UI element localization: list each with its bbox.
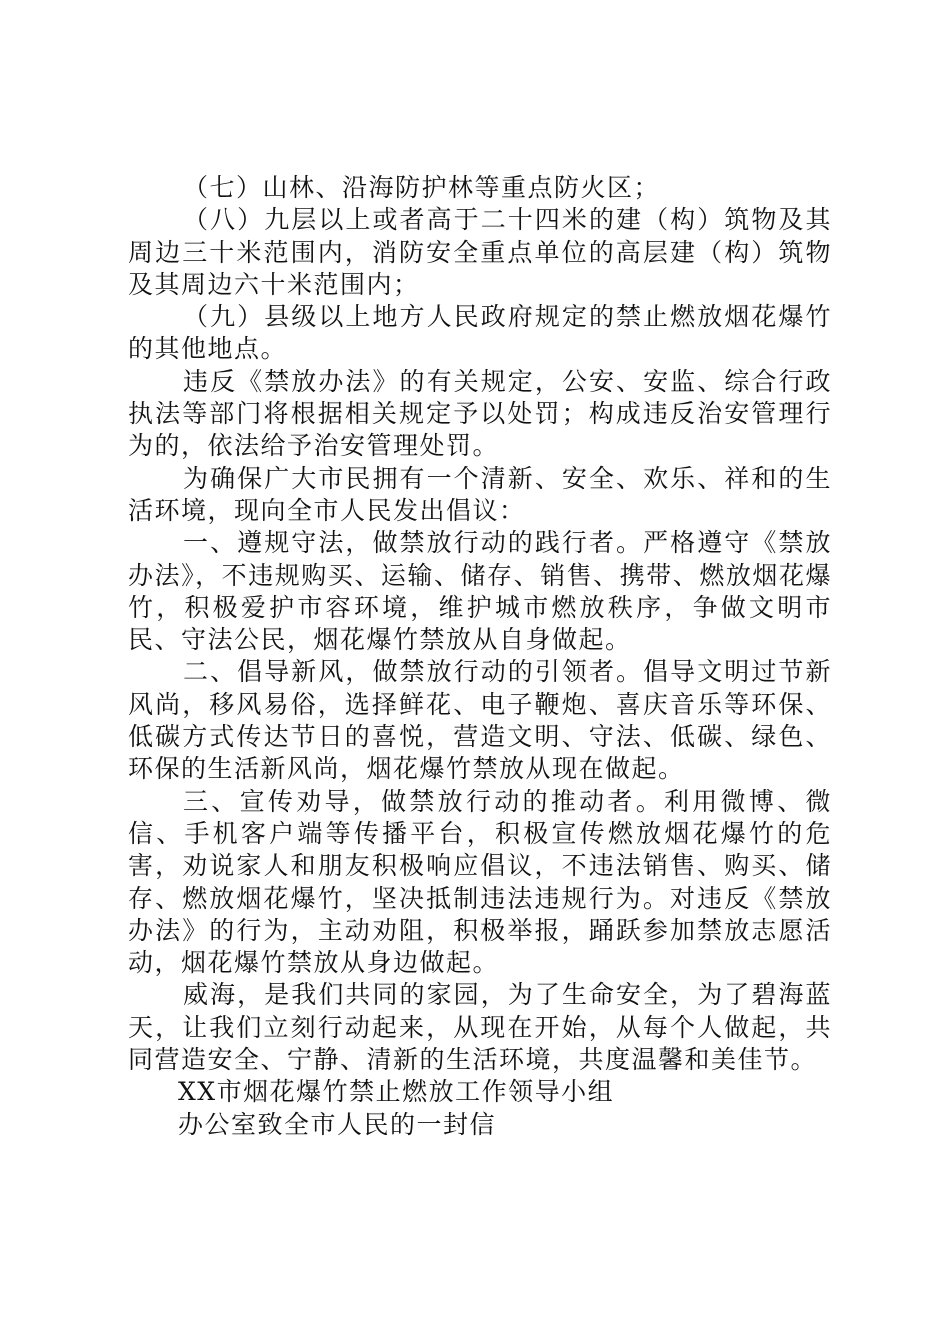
paragraph-initiative-intro: 为确保广大市民拥有一个清新、安全、欢乐、祥和的生活环境，现向全市人民发出倡议： [128, 463, 832, 525]
paragraph-proposal-3: 三、宣传劝导，做禁放行动的推动者。利用微博、微信、手机客户端等传播平台，积极宣传燃放烟花爆竹的危害，劝说家人和朋友积极响应倡议，不违法销售、购买、储存、燃放烟花爆竹，坚决抵制违法违规行为。对违反《禁放办法》的行为，主动劝阻，积极举报，踊跃参加禁放志愿活动，烟花爆竹禁放从身边做起。 [128, 786, 832, 978]
paragraph-item-9: （九）县级以上地方人民政府规定的禁止燃放烟花爆竹的其他地点。 [128, 302, 832, 364]
paragraph-item-8: （八）九层以上或者高于二十四米的建（构）筑物及其周边三十米范围内，消防安全重点单位的高层建（构）筑物及其周边六十米范围内； [128, 205, 832, 299]
paragraph-penalty: 违反《禁放办法》的有关规定，公安、安监、综合行政执法等部门将根据相关规定予以处罚；构成违反治安管理行为的，依法给予治安管理处罚。 [128, 366, 832, 461]
paragraph-proposal-1: 一、遵规守法，做禁放行动的践行者。严格遵守《禁放办法》，不违规购买、运输、储存、销售、携带、燃放烟花爆竹，积极爱护市容环境，维护城市燃放秩序，争做文明市民、守法公民，烟花爆竹禁放从自身做起。 [128, 528, 832, 655]
paragraph-closing: 威海，是我们共同的家园，为了生命安全，为了碧海蓝天，让我们立刻行动起来，从现在开始，从每个人做起，共同营造安全、宁静、清新的生活环境，共度温馨和美佳节。 [128, 980, 832, 1075]
paragraph-proposal-2: 二、倡导新风，做禁放行动的引领者。倡导文明过节新风尚，移风易俗，选择鲜花、电子鞭炮、喜庆音乐等环保、低碳方式传达节日的喜悦，营造文明、守法、低碳、绿色、环保的生活新风尚，烟花爆竹禁放从现在做起。 [128, 657, 832, 784]
document-body [128, 172, 832, 1141]
paragraph-item-7: （七）山林、沿海防护林等重点防火区； [183, 173, 661, 202]
signature-organization: XX市烟花爆竹禁止燃放工作领导小组 [178, 1077, 615, 1107]
signature-title: 办公室致全市人民的一封信 [178, 1109, 497, 1139]
